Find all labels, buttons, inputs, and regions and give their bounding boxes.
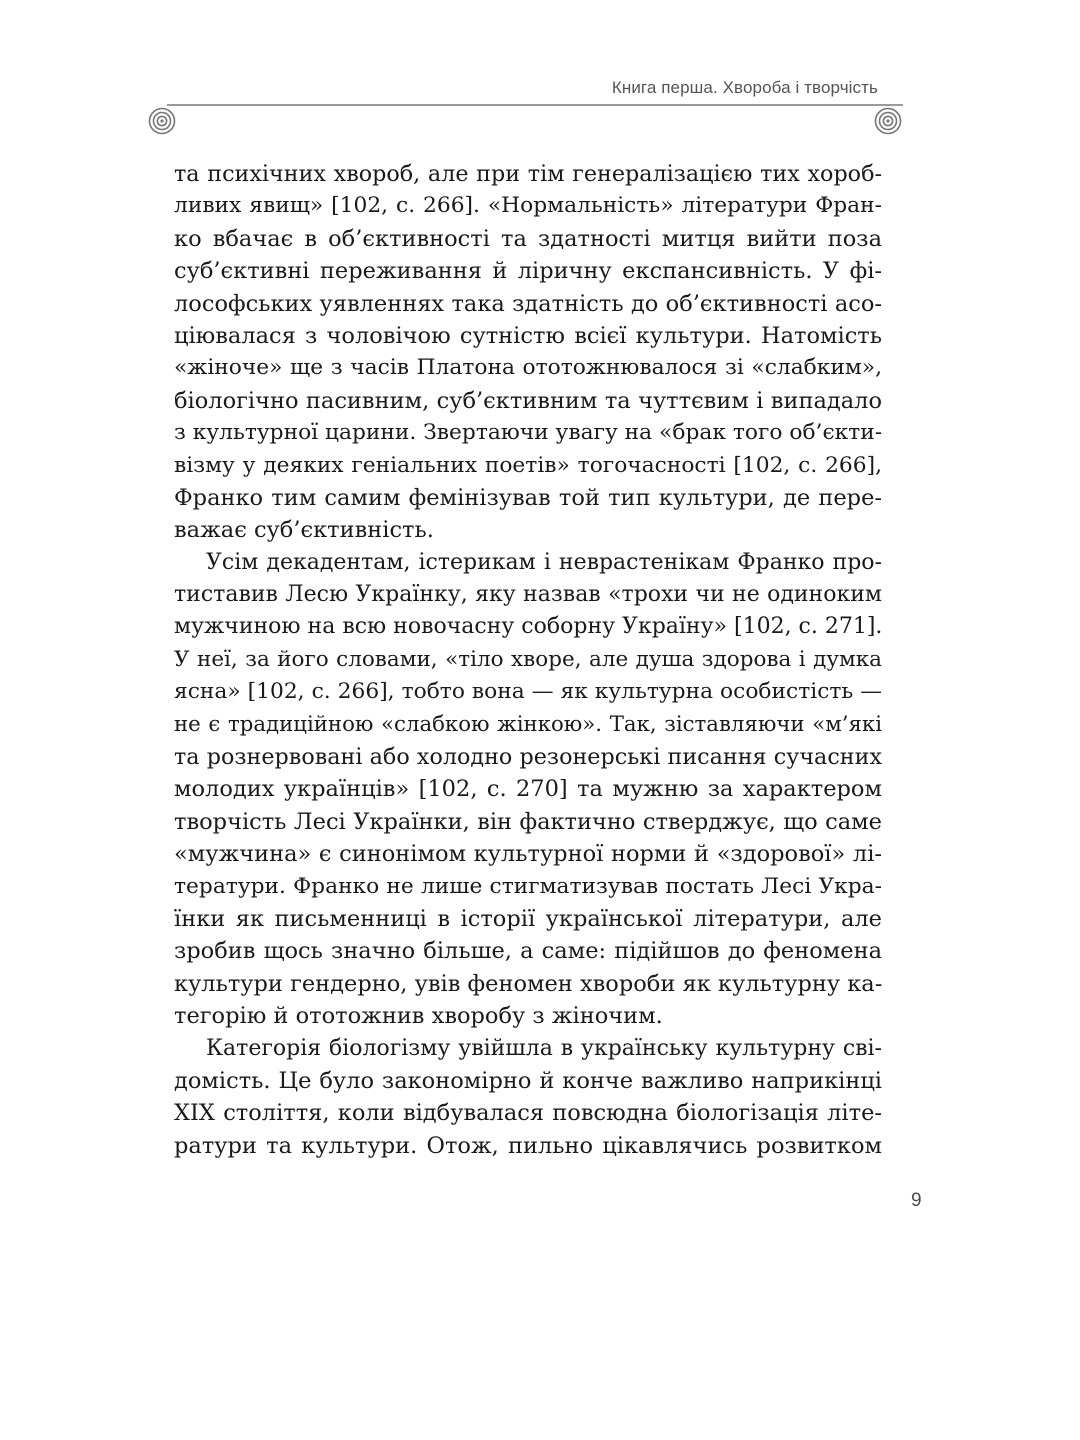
- running-head: Книга перша. Хвороба і творчість: [611, 78, 878, 97]
- text-line: Франко тим самим фемінізував той тип культури, де пере-: [174, 484, 882, 511]
- text-line: ясна» [102, с. 266], тобто вона — як культурна особистість —: [174, 679, 882, 705]
- text-line: ціювалася з чоловічою сутністю всієї культури. Натомість: [174, 322, 882, 349]
- text-line: Категорія біологізму увійшла в українську культурну сві-: [206, 1035, 882, 1061]
- text-line: мужчиною на всю новочасну соборну Україну» [102, с. 271].: [174, 614, 882, 640]
- text-line: не є традиційною «слабкою жінкою». Так, зіставляючи «м’які: [174, 711, 882, 737]
- text-line: суб’єктивні переживання й ліричну експансивність. У фі-: [174, 258, 882, 285]
- text-line: «мужчина» є синонімом культурної норми й «здорової» лі-: [174, 841, 882, 868]
- text-line: тегорію й ототожнив хворобу з жіночим.: [174, 1003, 663, 1030]
- text-line: творчість Лесі Українки, він фактично стверджує, що саме: [174, 808, 882, 835]
- text-line: ливих явищ» [102, с. 266]. «Нормальність» літератури Фран-: [174, 193, 882, 219]
- text-line: культури гендерно, увів феномен хвороби як культурну ка-: [174, 970, 882, 997]
- page-number: 9: [911, 1190, 922, 1211]
- text-line: тиставив Лесю Українку, яку назвав «трохи чи не одиноким: [174, 582, 882, 608]
- spiral-ornament-icon: [147, 106, 177, 136]
- text-line: У неї, за його словами, «тіло хворе, але душа здорова і думка: [174, 646, 882, 672]
- body-text: [174, 158, 882, 1162]
- text-line: зробив щось значно більше, а саме: підійшов до феномена: [174, 938, 882, 965]
- text-line: Усім декадентам, істерикам і неврастенікам Франко про-: [206, 549, 882, 575]
- text-line: та психічних хвороб, але при тім генералізацією тих хороб-: [174, 161, 882, 187]
- text-line: лософських уявленнях така здатність до об’єктивності асо-: [174, 290, 882, 317]
- text-line: з культурної царини. Звертаючи увагу на «брак того об’єкти-: [174, 420, 882, 446]
- text-line: ко вбачає в об’єктивності та здатності митця вийти поза: [174, 225, 882, 252]
- text-line: «жіноче» ще з часів Платона ототожнювалося зі «слабким»,: [174, 355, 882, 381]
- text-line: домість. Це було закономірно й конче важливо наприкінці: [174, 1067, 882, 1094]
- text-line: важає суб’єктивність.: [174, 517, 434, 544]
- text-line: візму у деяких геніальних поетів» тогочасності [102, с. 266],: [174, 452, 882, 478]
- text-line: тератури. Франко не лише стигматизував постать Лесі Укра-: [174, 873, 882, 899]
- text-line: їнки як письменниці в історії української літератури, але: [174, 905, 882, 932]
- header-rule: [167, 104, 903, 106]
- text-line: XIX століття, коли відбувалася повсюдна біологізація літе-: [174, 1100, 882, 1127]
- spiral-ornament-icon: [873, 106, 903, 136]
- text-line: ратури та культури. Отож, пильно цікавлячись розвитком: [174, 1132, 882, 1159]
- text-line: біологічно пасивним, суб’єктивним та чуттєвим і випадало: [174, 387, 882, 414]
- text-line: та рознервовані або холодно резонерські писання сучасних: [174, 744, 882, 771]
- text-line: молодих українців» [102, с. 270] та мужню за характером: [174, 776, 882, 803]
